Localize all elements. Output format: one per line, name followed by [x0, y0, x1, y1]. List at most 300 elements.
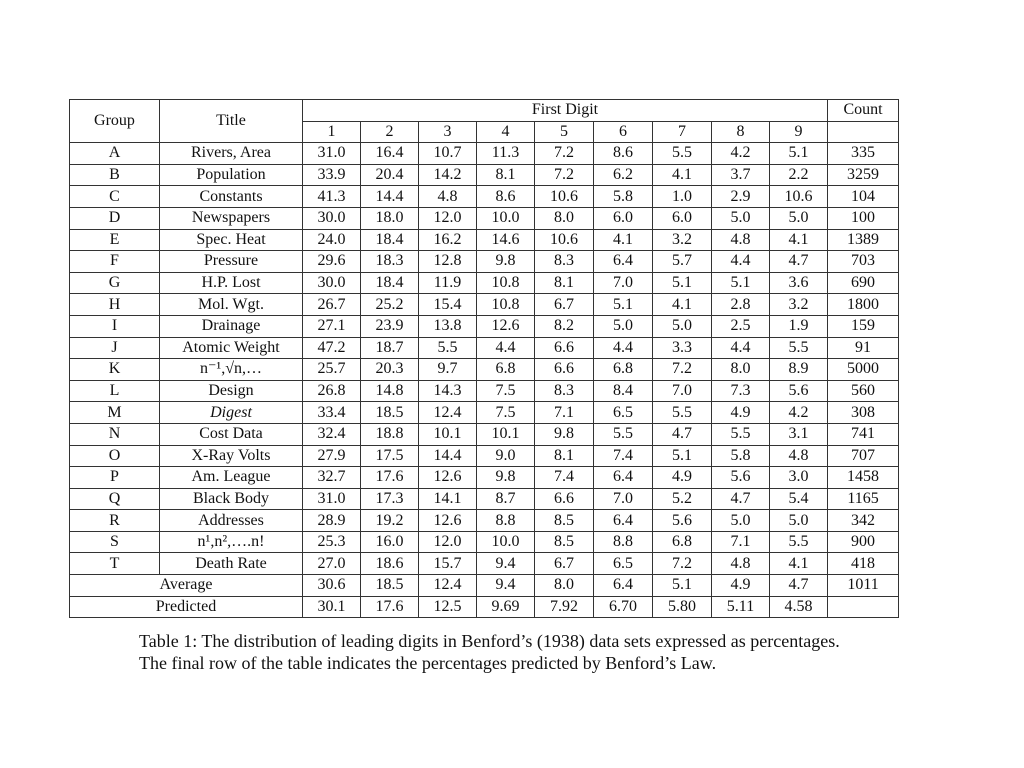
digit-percent-cell: 14.2 [419, 164, 477, 186]
average-percent-cell: 8.0 [535, 575, 594, 597]
predicted-percent-cell: 12.5 [419, 596, 477, 618]
digit-percent-cell: 1.9 [770, 315, 828, 337]
digit-percent-cell: 32.4 [303, 423, 361, 445]
digit-header: 2 [361, 121, 419, 143]
digit-percent-cell: 6.8 [653, 531, 712, 553]
title-cell: Rivers, Area [160, 143, 303, 165]
table-row [70, 315, 899, 337]
predicted-percent-cell: 5.11 [712, 596, 770, 618]
group-cell: L [70, 380, 160, 402]
count-cell: 342 [828, 510, 899, 532]
average-percent-cell: 18.5 [361, 575, 419, 597]
table-row [70, 423, 899, 445]
digit-percent-cell: 4.2 [770, 402, 828, 424]
title-cell: Pressure [160, 251, 303, 273]
digit-percent-cell: 4.7 [653, 423, 712, 445]
count-cell: 91 [828, 337, 899, 359]
digit-percent-cell: 5.1 [653, 272, 712, 294]
table-caption: Table 1: The distribution of leading digits in Benford’s (1938) data sets expressed as percentages. The final row of the table indicates the percentages predicted by Benford’s Law. [139, 631, 840, 673]
digit-percent-cell: 4.7 [770, 251, 828, 273]
digit-header: 1 [303, 121, 361, 143]
digit-percent-cell: 5.0 [712, 510, 770, 532]
table-row [70, 251, 899, 273]
digit-percent-cell: 12.6 [477, 315, 535, 337]
table-row [70, 272, 899, 294]
digit-percent-cell: 5.1 [594, 294, 653, 316]
predicted-percent-cell: 5.80 [653, 596, 712, 618]
title-cell: Death Rate [160, 553, 303, 575]
digit-percent-cell: 20.3 [361, 359, 419, 381]
title-cell: Black Body [160, 488, 303, 510]
table-row [70, 229, 899, 251]
table-row [70, 380, 899, 402]
digit-percent-cell: 16.4 [361, 143, 419, 165]
digit-percent-cell: 4.9 [712, 402, 770, 424]
digit-percent-cell: 5.2 [653, 488, 712, 510]
title-cell: Design [160, 380, 303, 402]
benford-table [69, 99, 899, 618]
title-cell: H.P. Lost [160, 272, 303, 294]
group-cell: T [70, 553, 160, 575]
digit-percent-cell: 8.5 [535, 510, 594, 532]
predicted-percent-cell: 7.92 [535, 596, 594, 618]
digit-percent-cell: 8.8 [594, 531, 653, 553]
digit-percent-cell: 12.0 [419, 531, 477, 553]
count-cell: 159 [828, 315, 899, 337]
digit-percent-cell: 14.1 [419, 488, 477, 510]
title-cell: Spec. Heat [160, 229, 303, 251]
digit-percent-cell: 41.3 [303, 186, 361, 208]
count-cell: 1800 [828, 294, 899, 316]
digit-percent-cell: 10.7 [419, 143, 477, 165]
digit-percent-cell: 3.3 [653, 337, 712, 359]
digit-percent-cell: 2.5 [712, 315, 770, 337]
average-percent-cell: 5.1 [653, 575, 712, 597]
digit-percent-cell: 8.6 [594, 143, 653, 165]
digit-percent-cell: 7.0 [594, 272, 653, 294]
average-percent-cell: 9.4 [477, 575, 535, 597]
digit-percent-cell: 14.3 [419, 380, 477, 402]
average-percent-cell: 30.6 [303, 575, 361, 597]
count-header-blank [828, 121, 899, 143]
digit-percent-cell: 4.1 [653, 164, 712, 186]
count-cell: 418 [828, 553, 899, 575]
group-cell: N [70, 423, 160, 445]
title-cell: Atomic Weight [160, 337, 303, 359]
count-cell: 5000 [828, 359, 899, 381]
digit-percent-cell: 9.8 [535, 423, 594, 445]
digit-percent-cell: 19.2 [361, 510, 419, 532]
digit-percent-cell: 7.1 [535, 402, 594, 424]
digit-percent-cell: 11.3 [477, 143, 535, 165]
digit-percent-cell: 18.8 [361, 423, 419, 445]
group-cell: K [70, 359, 160, 381]
table-row [70, 337, 899, 359]
digit-percent-cell: 10.1 [477, 423, 535, 445]
digit-percent-cell: 10.1 [419, 423, 477, 445]
digit-percent-cell: 25.2 [361, 294, 419, 316]
digit-percent-cell: 8.3 [535, 380, 594, 402]
digit-percent-cell: 4.4 [477, 337, 535, 359]
digit-percent-cell: 12.6 [419, 510, 477, 532]
digit-percent-cell: 4.4 [594, 337, 653, 359]
digit-percent-cell: 31.0 [303, 143, 361, 165]
average-row [70, 575, 899, 597]
count-cell: 900 [828, 531, 899, 553]
table-row [70, 488, 899, 510]
average-label: Average [70, 575, 303, 597]
digit-percent-cell: 26.7 [303, 294, 361, 316]
title-cell: Population [160, 164, 303, 186]
digit-percent-cell: 5.0 [594, 315, 653, 337]
digit-percent-cell: 12.4 [419, 402, 477, 424]
digit-percent-cell: 8.8 [477, 510, 535, 532]
digit-percent-cell: 4.8 [770, 445, 828, 467]
digit-percent-cell: 10.0 [477, 531, 535, 553]
group-cell: J [70, 337, 160, 359]
group-cell: F [70, 251, 160, 273]
digit-percent-cell: 9.4 [477, 553, 535, 575]
group-cell: P [70, 467, 160, 489]
average-percent-cell: 4.7 [770, 575, 828, 597]
digit-percent-cell: 24.0 [303, 229, 361, 251]
digit-percent-cell: 8.1 [535, 272, 594, 294]
digit-percent-cell: 23.9 [361, 315, 419, 337]
count-cell: 104 [828, 186, 899, 208]
digit-percent-cell: 31.0 [303, 488, 361, 510]
predicted-percent-cell: 30.1 [303, 596, 361, 618]
digit-percent-cell: 5.8 [594, 186, 653, 208]
digit-percent-cell: 5.4 [770, 488, 828, 510]
digit-percent-cell: 27.9 [303, 445, 361, 467]
digit-percent-cell: 6.6 [535, 337, 594, 359]
group-cell: Q [70, 488, 160, 510]
table-row [70, 186, 899, 208]
table-row [70, 510, 899, 532]
digit-percent-cell: 18.3 [361, 251, 419, 273]
digit-percent-cell: 18.4 [361, 229, 419, 251]
digit-percent-cell: 15.4 [419, 294, 477, 316]
digit-percent-cell: 6.7 [535, 553, 594, 575]
digit-percent-cell: 7.5 [477, 380, 535, 402]
predicted-percent-cell: 4.58 [770, 596, 828, 618]
count-cell: 560 [828, 380, 899, 402]
digit-percent-cell: 12.8 [419, 251, 477, 273]
predicted-label: Predicted [70, 596, 303, 618]
digit-percent-cell: 1.0 [653, 186, 712, 208]
digit-percent-cell: 4.1 [770, 553, 828, 575]
digit-percent-cell: 33.9 [303, 164, 361, 186]
digit-percent-cell: 6.5 [594, 553, 653, 575]
digit-percent-cell: 29.6 [303, 251, 361, 273]
digit-percent-cell: 26.8 [303, 380, 361, 402]
digit-percent-cell: 17.3 [361, 488, 419, 510]
digit-percent-cell: 5.6 [712, 467, 770, 489]
digit-percent-cell: 10.6 [535, 186, 594, 208]
count-header: Count [828, 100, 899, 122]
average-percent-cell: 4.9 [712, 575, 770, 597]
digit-percent-cell: 18.6 [361, 553, 419, 575]
count-cell: 1165 [828, 488, 899, 510]
digit-percent-cell: 18.0 [361, 207, 419, 229]
digit-percent-cell: 25.7 [303, 359, 361, 381]
digit-percent-cell: 5.6 [770, 380, 828, 402]
digit-percent-cell: 16.0 [361, 531, 419, 553]
digit-percent-cell: 3.0 [770, 467, 828, 489]
digit-percent-cell: 7.2 [535, 143, 594, 165]
digit-header: 4 [477, 121, 535, 143]
digit-percent-cell: 18.7 [361, 337, 419, 359]
digit-percent-cell: 8.5 [535, 531, 594, 553]
digit-percent-cell: 4.7 [712, 488, 770, 510]
digit-percent-cell: 4.1 [594, 229, 653, 251]
group-cell: A [70, 143, 160, 165]
digit-percent-cell: 4.1 [770, 229, 828, 251]
digit-percent-cell: 6.7 [535, 294, 594, 316]
title-cell: n⁻¹,√n,… [160, 359, 303, 381]
digit-percent-cell: 6.8 [477, 359, 535, 381]
group-header: Group [70, 100, 160, 143]
table-row [70, 359, 899, 381]
digit-percent-cell: 17.6 [361, 467, 419, 489]
count-cell: 707 [828, 445, 899, 467]
digit-percent-cell: 5.0 [770, 207, 828, 229]
group-cell: H [70, 294, 160, 316]
first-digit-header: First Digit [303, 100, 828, 122]
digit-percent-cell: 5.0 [653, 315, 712, 337]
digit-percent-cell: 8.0 [535, 207, 594, 229]
digit-percent-cell: 7.1 [712, 531, 770, 553]
title-cell: Digest [160, 402, 303, 424]
predicted-percent-cell: 9.69 [477, 596, 535, 618]
digit-percent-cell: 10.0 [477, 207, 535, 229]
table-row [70, 143, 899, 165]
digit-percent-cell: 3.6 [770, 272, 828, 294]
count-cell: 100 [828, 207, 899, 229]
digit-percent-cell: 6.4 [594, 467, 653, 489]
title-header: Title [160, 100, 303, 143]
digit-percent-cell: 30.0 [303, 272, 361, 294]
digit-percent-cell: 10.6 [535, 229, 594, 251]
digit-percent-cell: 3.1 [770, 423, 828, 445]
predicted-count-cell [828, 596, 899, 618]
digit-percent-cell: 8.4 [594, 380, 653, 402]
digit-percent-cell: 7.4 [535, 467, 594, 489]
digit-percent-cell: 7.2 [653, 359, 712, 381]
digit-percent-cell: 5.1 [712, 272, 770, 294]
digit-percent-cell: 5.5 [594, 423, 653, 445]
digit-percent-cell: 5.1 [653, 445, 712, 467]
digit-percent-cell: 5.6 [653, 510, 712, 532]
digit-percent-cell: 4.8 [712, 229, 770, 251]
digit-percent-cell: 14.8 [361, 380, 419, 402]
digit-percent-cell: 6.4 [594, 251, 653, 273]
count-cell: 1458 [828, 467, 899, 489]
digit-percent-cell: 30.0 [303, 207, 361, 229]
digit-percent-cell: 9.0 [477, 445, 535, 467]
title-cell: Cost Data [160, 423, 303, 445]
digit-percent-cell: 8.3 [535, 251, 594, 273]
digit-percent-cell: 4.1 [653, 294, 712, 316]
digit-percent-cell: 10.6 [770, 186, 828, 208]
digit-percent-cell: 2.2 [770, 164, 828, 186]
digit-percent-cell: 5.7 [653, 251, 712, 273]
count-cell: 703 [828, 251, 899, 273]
group-cell: C [70, 186, 160, 208]
table-row [70, 164, 899, 186]
digit-percent-cell: 5.5 [653, 143, 712, 165]
digit-percent-cell: 14.6 [477, 229, 535, 251]
table-row [70, 553, 899, 575]
digit-percent-cell: 10.8 [477, 272, 535, 294]
digit-percent-cell: 18.5 [361, 402, 419, 424]
digit-percent-cell: 2.8 [712, 294, 770, 316]
group-cell: D [70, 207, 160, 229]
digit-percent-cell: 6.0 [594, 207, 653, 229]
digit-percent-cell: 5.5 [712, 423, 770, 445]
title-cell: X-Ray Volts [160, 445, 303, 467]
digit-percent-cell: 14.4 [361, 186, 419, 208]
digit-percent-cell: 4.8 [712, 553, 770, 575]
digit-percent-cell: 27.0 [303, 553, 361, 575]
group-cell: G [70, 272, 160, 294]
digit-percent-cell: 4.4 [712, 337, 770, 359]
digit-percent-cell: 27.1 [303, 315, 361, 337]
digit-percent-cell: 8.0 [712, 359, 770, 381]
group-cell: E [70, 229, 160, 251]
digit-percent-cell: 15.7 [419, 553, 477, 575]
digit-percent-cell: 2.9 [712, 186, 770, 208]
digit-percent-cell: 6.5 [594, 402, 653, 424]
digit-percent-cell: 5.8 [712, 445, 770, 467]
digit-percent-cell: 28.9 [303, 510, 361, 532]
group-cell: I [70, 315, 160, 337]
digit-percent-cell: 6.6 [535, 488, 594, 510]
digit-percent-cell: 47.2 [303, 337, 361, 359]
digit-percent-cell: 10.8 [477, 294, 535, 316]
digit-percent-cell: 12.0 [419, 207, 477, 229]
average-count-cell: 1011 [828, 575, 899, 597]
count-cell: 335 [828, 143, 899, 165]
digit-percent-cell: 12.6 [419, 467, 477, 489]
digit-percent-cell: 5.5 [653, 402, 712, 424]
title-cell: Addresses [160, 510, 303, 532]
digit-percent-cell: 7.0 [594, 488, 653, 510]
header-row-top [70, 100, 899, 122]
title-cell: Drainage [160, 315, 303, 337]
table-row [70, 402, 899, 424]
average-percent-cell: 6.4 [594, 575, 653, 597]
digit-percent-cell: 5.0 [712, 207, 770, 229]
digit-percent-cell: 33.4 [303, 402, 361, 424]
count-cell: 741 [828, 423, 899, 445]
digit-percent-cell: 4.2 [712, 143, 770, 165]
digit-percent-cell: 3.2 [770, 294, 828, 316]
digit-percent-cell: 7.2 [535, 164, 594, 186]
digit-percent-cell: 18.4 [361, 272, 419, 294]
digit-header: 7 [653, 121, 712, 143]
digit-percent-cell: 5.0 [770, 510, 828, 532]
digit-percent-cell: 7.3 [712, 380, 770, 402]
title-cell: n¹,n²,….n! [160, 531, 303, 553]
title-cell: Newspapers [160, 207, 303, 229]
digit-percent-cell: 4.4 [712, 251, 770, 273]
group-cell: R [70, 510, 160, 532]
title-cell: Mol. Wgt. [160, 294, 303, 316]
digit-percent-cell: 7.2 [653, 553, 712, 575]
digit-percent-cell: 32.7 [303, 467, 361, 489]
title-cell: Am. League [160, 467, 303, 489]
digit-percent-cell: 3.2 [653, 229, 712, 251]
count-cell: 1389 [828, 229, 899, 251]
predicted-row [70, 596, 899, 618]
digit-percent-cell: 9.8 [477, 467, 535, 489]
predicted-percent-cell: 6.70 [594, 596, 653, 618]
digit-header: 3 [419, 121, 477, 143]
digit-percent-cell: 4.8 [419, 186, 477, 208]
digit-percent-cell: 14.4 [419, 445, 477, 467]
title-cell: Constants [160, 186, 303, 208]
table-row [70, 445, 899, 467]
digit-percent-cell: 7.4 [594, 445, 653, 467]
digit-percent-cell: 6.8 [594, 359, 653, 381]
group-cell: M [70, 402, 160, 424]
digit-percent-cell: 9.8 [477, 251, 535, 273]
digit-percent-cell: 8.6 [477, 186, 535, 208]
count-cell: 3259 [828, 164, 899, 186]
digit-percent-cell: 6.4 [594, 510, 653, 532]
digit-percent-cell: 4.9 [653, 467, 712, 489]
group-cell: S [70, 531, 160, 553]
table-row [70, 531, 899, 553]
predicted-percent-cell: 17.6 [361, 596, 419, 618]
group-cell: B [70, 164, 160, 186]
table-row [70, 467, 899, 489]
digit-percent-cell: 11.9 [419, 272, 477, 294]
group-cell: O [70, 445, 160, 467]
digit-percent-cell: 20.4 [361, 164, 419, 186]
digit-percent-cell: 6.0 [653, 207, 712, 229]
digit-percent-cell: 25.3 [303, 531, 361, 553]
digit-percent-cell: 6.6 [535, 359, 594, 381]
digit-header: 5 [535, 121, 594, 143]
digit-percent-cell: 5.5 [419, 337, 477, 359]
digit-percent-cell: 5.5 [770, 531, 828, 553]
digit-percent-cell: 17.5 [361, 445, 419, 467]
digit-percent-cell: 8.1 [477, 164, 535, 186]
table-row [70, 294, 899, 316]
digit-percent-cell: 5.5 [770, 337, 828, 359]
digit-header: 6 [594, 121, 653, 143]
digit-percent-cell: 8.7 [477, 488, 535, 510]
digit-percent-cell: 8.9 [770, 359, 828, 381]
digit-percent-cell: 8.1 [535, 445, 594, 467]
count-cell: 690 [828, 272, 899, 294]
digit-header: 8 [712, 121, 770, 143]
table-row [70, 207, 899, 229]
digit-percent-cell: 6.2 [594, 164, 653, 186]
digit-percent-cell: 8.2 [535, 315, 594, 337]
digit-percent-cell: 9.7 [419, 359, 477, 381]
digit-percent-cell: 3.7 [712, 164, 770, 186]
digit-percent-cell: 13.8 [419, 315, 477, 337]
digit-percent-cell: 16.2 [419, 229, 477, 251]
digit-percent-cell: 7.5 [477, 402, 535, 424]
count-cell: 308 [828, 402, 899, 424]
average-percent-cell: 12.4 [419, 575, 477, 597]
digit-header: 9 [770, 121, 828, 143]
digit-percent-cell: 7.0 [653, 380, 712, 402]
